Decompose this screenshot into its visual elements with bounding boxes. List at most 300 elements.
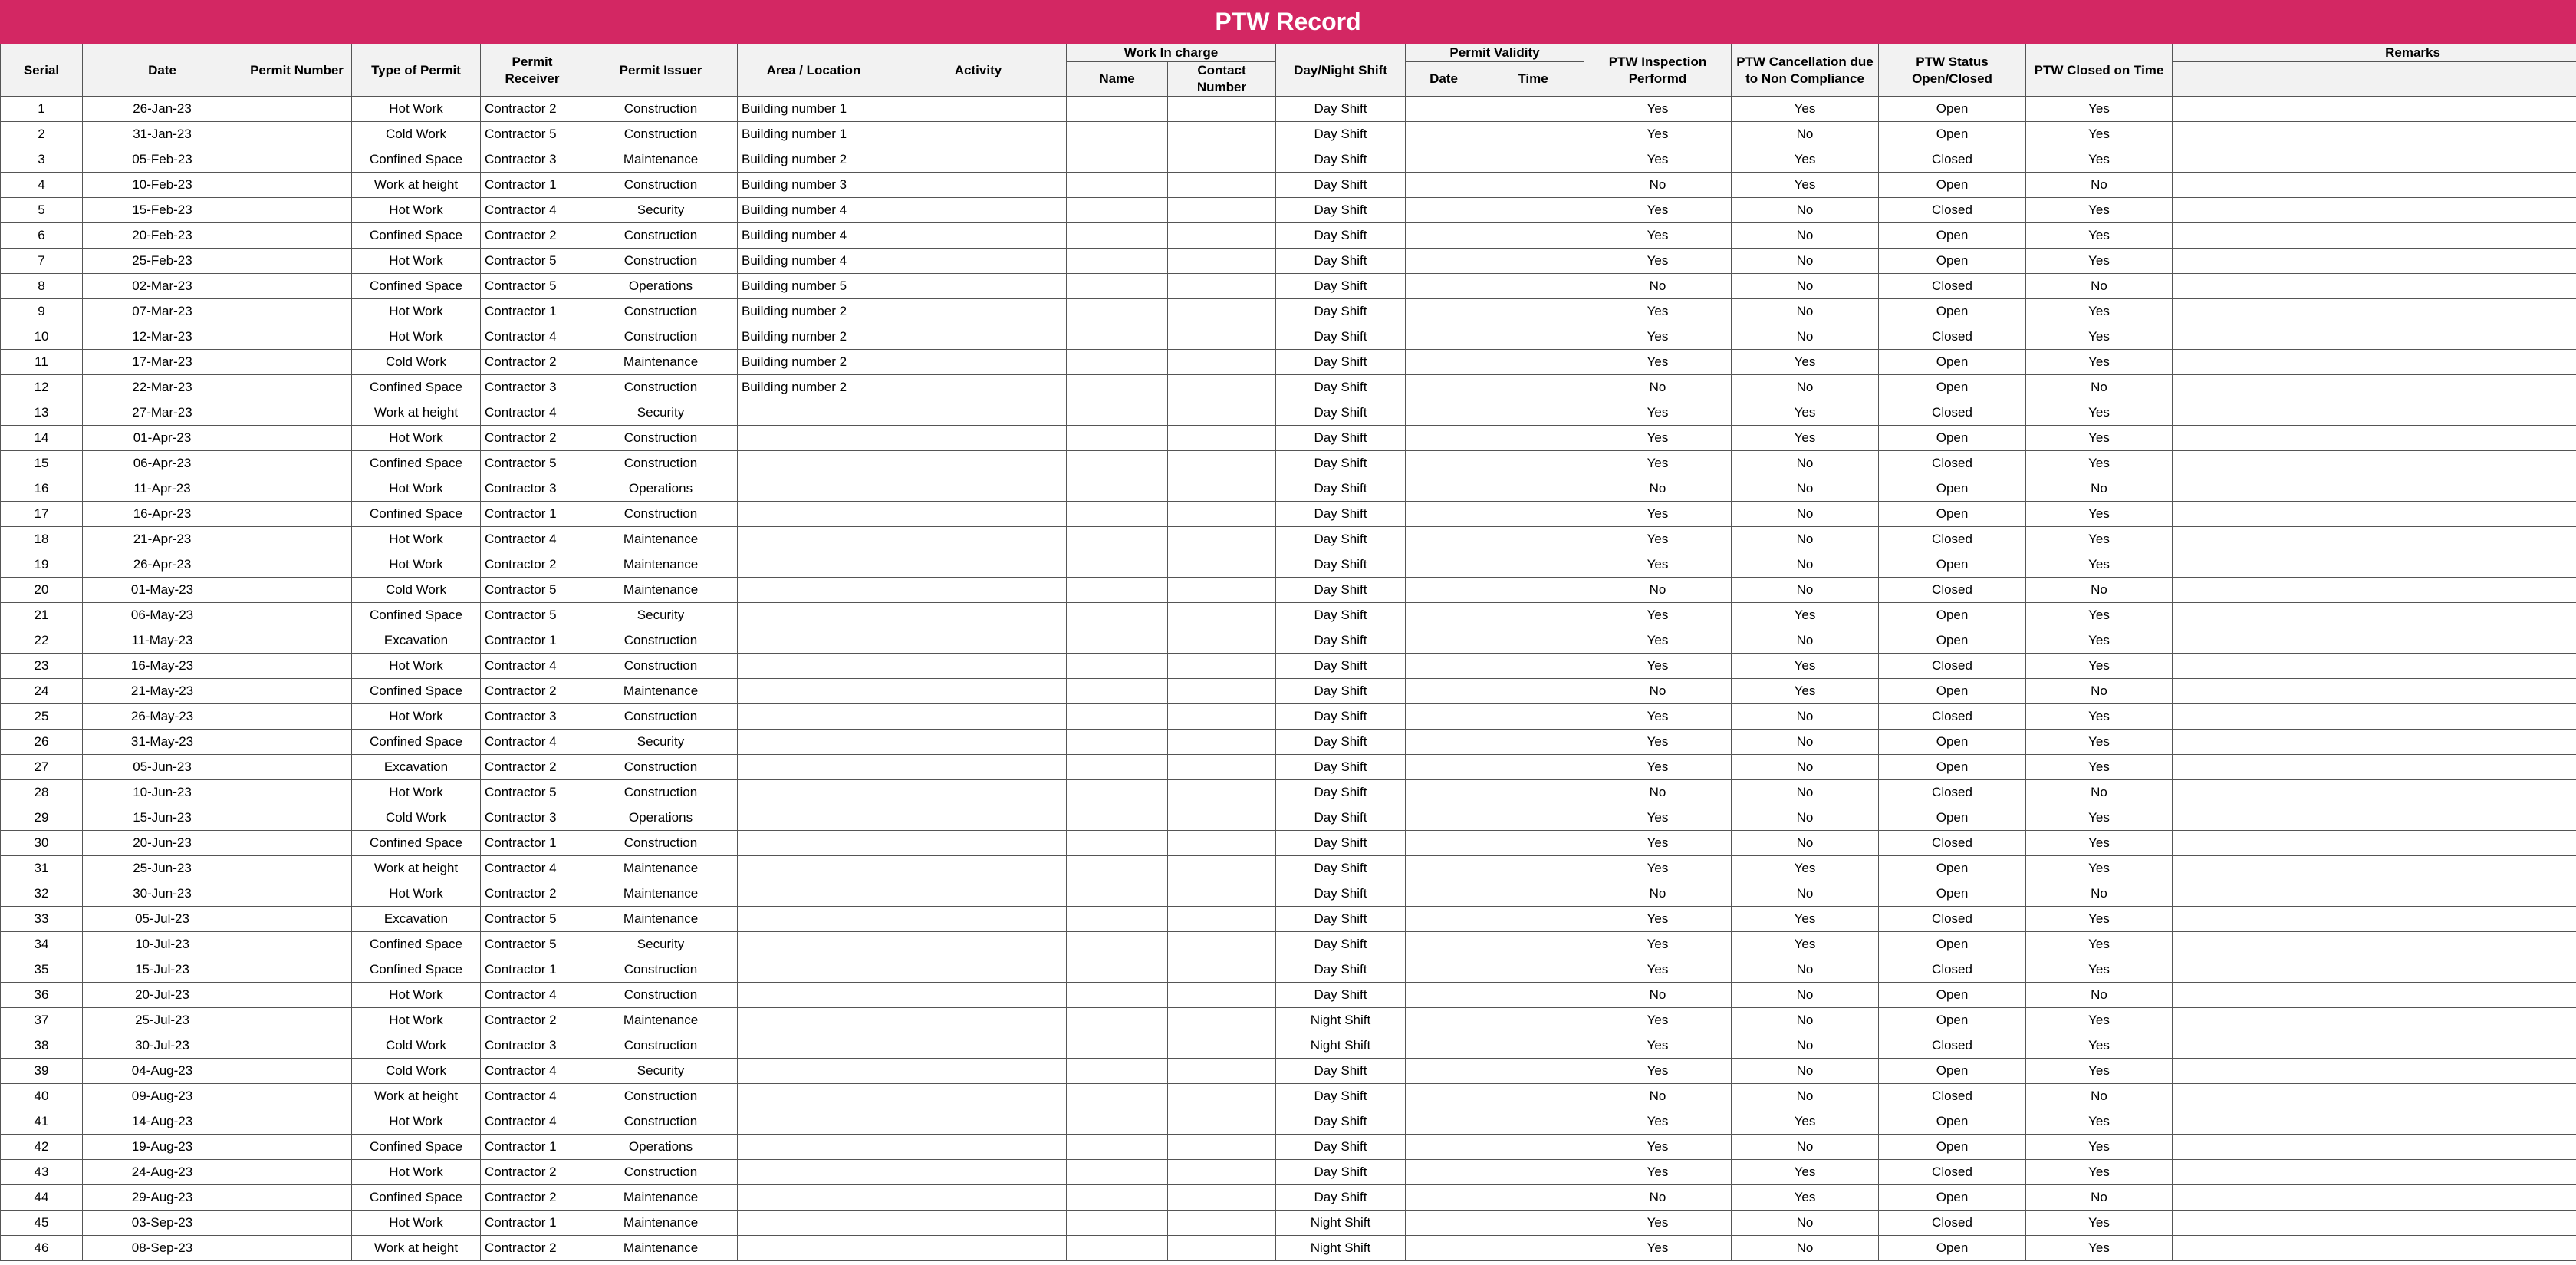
cell-wic-name[interactable]	[1067, 552, 1168, 578]
cell-ptw-cancellation[interactable]: Yes	[1732, 603, 1879, 628]
cell-ptw-cancellation[interactable]: No	[1732, 1008, 1879, 1033]
cell-day-night-shift[interactable]: Day Shift	[1276, 552, 1406, 578]
cell-remarks[interactable]	[2173, 274, 2576, 299]
cell-permit-number[interactable]	[242, 198, 352, 223]
cell-area-location[interactable]	[738, 1084, 890, 1109]
cell-ptw-closed-on-time[interactable]: No	[2026, 578, 2173, 603]
cell-pv-date[interactable]	[1406, 578, 1482, 603]
cell-date[interactable]: 10-Feb-23	[83, 173, 242, 198]
cell-ptw-status[interactable]: Open	[1879, 730, 2026, 755]
cell-date[interactable]: 31-May-23	[83, 730, 242, 755]
cell-type-of-permit[interactable]: Confined Space	[352, 603, 481, 628]
cell-date[interactable]: 11-Apr-23	[83, 476, 242, 502]
cell-remarks[interactable]	[2173, 1084, 2576, 1109]
cell-activity[interactable]	[890, 400, 1067, 426]
cell-wic-contact[interactable]	[1168, 299, 1276, 324]
cell-ptw-closed-on-time[interactable]: Yes	[2026, 856, 2173, 881]
cell-type-of-permit[interactable]: Work at height	[352, 400, 481, 426]
cell-day-night-shift[interactable]: Day Shift	[1276, 249, 1406, 274]
cell-pv-date[interactable]	[1406, 552, 1482, 578]
cell-ptw-closed-on-time[interactable]: Yes	[2026, 527, 2173, 552]
cell-activity[interactable]	[890, 173, 1067, 198]
cell-activity[interactable]	[890, 426, 1067, 451]
cell-ptw-inspection[interactable]: Yes	[1584, 552, 1732, 578]
cell-ptw-closed-on-time[interactable]: Yes	[2026, 223, 2173, 249]
cell-ptw-closed-on-time[interactable]: Yes	[2026, 426, 2173, 451]
col-header-permit-issuer[interactable]: Permit Issuer	[584, 44, 738, 97]
cell-day-night-shift[interactable]: Day Shift	[1276, 628, 1406, 654]
cell-ptw-cancellation[interactable]: No	[1732, 730, 1879, 755]
cell-permit-receiver[interactable]: Contractor 4	[481, 730, 584, 755]
cell-serial[interactable]: 28	[1, 780, 83, 805]
cell-ptw-status[interactable]: Closed	[1879, 1033, 2026, 1059]
cell-pv-time[interactable]	[1482, 122, 1584, 147]
cell-pv-time[interactable]	[1482, 198, 1584, 223]
cell-ptw-cancellation[interactable]: No	[1732, 755, 1879, 780]
cell-area-location[interactable]	[738, 907, 890, 932]
cell-permit-issuer[interactable]: Construction	[584, 324, 738, 350]
cell-ptw-closed-on-time[interactable]: Yes	[2026, 831, 2173, 856]
cell-wic-name[interactable]	[1067, 299, 1168, 324]
cell-wic-name[interactable]	[1067, 654, 1168, 679]
cell-permit-issuer[interactable]: Construction	[584, 426, 738, 451]
cell-remarks[interactable]	[2173, 173, 2576, 198]
cell-permit-receiver[interactable]: Contractor 1	[481, 1211, 584, 1236]
cell-ptw-closed-on-time[interactable]: Yes	[2026, 755, 2173, 780]
cell-permit-issuer[interactable]: Maintenance	[584, 350, 738, 375]
cell-type-of-permit[interactable]: Confined Space	[352, 957, 481, 983]
cell-activity[interactable]	[890, 1084, 1067, 1109]
cell-permit-issuer[interactable]: Construction	[584, 122, 738, 147]
cell-ptw-cancellation[interactable]: Yes	[1732, 173, 1879, 198]
cell-date[interactable]: 16-May-23	[83, 654, 242, 679]
cell-wic-name[interactable]	[1067, 704, 1168, 730]
cell-day-night-shift[interactable]: Day Shift	[1276, 755, 1406, 780]
cell-ptw-status[interactable]: Closed	[1879, 654, 2026, 679]
cell-day-night-shift[interactable]: Day Shift	[1276, 603, 1406, 628]
cell-activity[interactable]	[890, 324, 1067, 350]
cell-type-of-permit[interactable]: Hot Work	[352, 426, 481, 451]
cell-permit-receiver[interactable]: Contractor 2	[481, 1236, 584, 1261]
cell-area-location[interactable]	[738, 400, 890, 426]
cell-pv-time[interactable]	[1482, 654, 1584, 679]
cell-serial[interactable]: 33	[1, 907, 83, 932]
cell-wic-name[interactable]	[1067, 173, 1168, 198]
cell-permit-issuer[interactable]: Construction	[584, 1084, 738, 1109]
cell-pv-date[interactable]	[1406, 147, 1482, 173]
cell-ptw-closed-on-time[interactable]: Yes	[2026, 147, 2173, 173]
cell-pv-date[interactable]	[1406, 1084, 1482, 1109]
cell-ptw-cancellation[interactable]: No	[1732, 831, 1879, 856]
cell-serial[interactable]: 4	[1, 173, 83, 198]
cell-ptw-status[interactable]: Closed	[1879, 1084, 2026, 1109]
cell-type-of-permit[interactable]: Work at height	[352, 1084, 481, 1109]
cell-activity[interactable]	[890, 375, 1067, 400]
cell-day-night-shift[interactable]: Day Shift	[1276, 1084, 1406, 1109]
cell-date[interactable]: 25-Jun-23	[83, 856, 242, 881]
cell-permit-issuer[interactable]: Maintenance	[584, 1008, 738, 1033]
cell-pv-time[interactable]	[1482, 1135, 1584, 1160]
cell-ptw-cancellation[interactable]: No	[1732, 805, 1879, 831]
cell-permit-receiver[interactable]: Contractor 2	[481, 1185, 584, 1211]
cell-permit-issuer[interactable]: Maintenance	[584, 1211, 738, 1236]
cell-permit-number[interactable]	[242, 907, 352, 932]
cell-remarks[interactable]	[2173, 1059, 2576, 1084]
cell-day-night-shift[interactable]: Day Shift	[1276, 907, 1406, 932]
cell-pv-time[interactable]	[1482, 730, 1584, 755]
cell-activity[interactable]	[890, 881, 1067, 907]
cell-permit-number[interactable]	[242, 1211, 352, 1236]
cell-permit-receiver[interactable]: Contractor 5	[481, 274, 584, 299]
cell-permit-receiver[interactable]: Contractor 5	[481, 907, 584, 932]
cell-type-of-permit[interactable]: Confined Space	[352, 274, 481, 299]
cell-wic-contact[interactable]	[1168, 1185, 1276, 1211]
cell-type-of-permit[interactable]: Cold Work	[352, 1059, 481, 1084]
cell-permit-receiver[interactable]: Contractor 2	[481, 223, 584, 249]
col-header-ptw-closed-on-time[interactable]: PTW Closed on Time	[2026, 44, 2173, 97]
cell-remarks[interactable]	[2173, 1185, 2576, 1211]
cell-ptw-closed-on-time[interactable]: Yes	[2026, 1236, 2173, 1261]
cell-area-location[interactable]	[738, 957, 890, 983]
cell-activity[interactable]	[890, 502, 1067, 527]
cell-wic-contact[interactable]	[1168, 881, 1276, 907]
cell-serial[interactable]: 21	[1, 603, 83, 628]
cell-permit-receiver[interactable]: Contractor 1	[481, 299, 584, 324]
cell-day-night-shift[interactable]: Day Shift	[1276, 780, 1406, 805]
cell-pv-date[interactable]	[1406, 324, 1482, 350]
cell-ptw-cancellation[interactable]: No	[1732, 249, 1879, 274]
cell-ptw-status[interactable]: Open	[1879, 552, 2026, 578]
cell-permit-receiver[interactable]: Contractor 5	[481, 122, 584, 147]
cell-ptw-status[interactable]: Closed	[1879, 198, 2026, 223]
cell-pv-date[interactable]	[1406, 805, 1482, 831]
cell-pv-date[interactable]	[1406, 1236, 1482, 1261]
cell-remarks[interactable]	[2173, 755, 2576, 780]
cell-ptw-cancellation[interactable]: Yes	[1732, 654, 1879, 679]
cell-permit-receiver[interactable]: Contractor 2	[481, 97, 584, 122]
cell-date[interactable]: 12-Mar-23	[83, 324, 242, 350]
cell-type-of-permit[interactable]: Confined Space	[352, 502, 481, 527]
cell-ptw-status[interactable]: Closed	[1879, 704, 2026, 730]
cell-date[interactable]: 19-Aug-23	[83, 1135, 242, 1160]
cell-permit-issuer[interactable]: Construction	[584, 223, 738, 249]
cell-ptw-closed-on-time[interactable]: No	[2026, 881, 2173, 907]
cell-wic-contact[interactable]	[1168, 856, 1276, 881]
cell-ptw-inspection[interactable]: Yes	[1584, 299, 1732, 324]
cell-area-location[interactable]: Building number 2	[738, 147, 890, 173]
cell-date[interactable]: 27-Mar-23	[83, 400, 242, 426]
cell-day-night-shift[interactable]: Day Shift	[1276, 350, 1406, 375]
cell-permit-issuer[interactable]: Construction	[584, 704, 738, 730]
cell-ptw-status[interactable]: Closed	[1879, 400, 2026, 426]
cell-ptw-closed-on-time[interactable]: Yes	[2026, 198, 2173, 223]
cell-type-of-permit[interactable]: Hot Work	[352, 299, 481, 324]
cell-wic-name[interactable]	[1067, 957, 1168, 983]
cell-area-location[interactable]	[738, 831, 890, 856]
cell-permit-receiver[interactable]: Contractor 2	[481, 1160, 584, 1185]
cell-serial[interactable]: 18	[1, 527, 83, 552]
cell-ptw-closed-on-time[interactable]: Yes	[2026, 628, 2173, 654]
cell-ptw-inspection[interactable]: Yes	[1584, 1236, 1732, 1261]
cell-ptw-cancellation[interactable]: Yes	[1732, 1160, 1879, 1185]
cell-type-of-permit[interactable]: Hot Work	[352, 249, 481, 274]
cell-ptw-inspection[interactable]: Yes	[1584, 603, 1732, 628]
cell-wic-name[interactable]	[1067, 400, 1168, 426]
cell-permit-issuer[interactable]: Maintenance	[584, 907, 738, 932]
cell-ptw-closed-on-time[interactable]: No	[2026, 780, 2173, 805]
cell-remarks[interactable]	[2173, 1008, 2576, 1033]
cell-date[interactable]: 06-Apr-23	[83, 451, 242, 476]
cell-area-location[interactable]	[738, 1185, 890, 1211]
cell-pv-time[interactable]	[1482, 1059, 1584, 1084]
cell-area-location[interactable]	[738, 730, 890, 755]
cell-permit-number[interactable]	[242, 1185, 352, 1211]
cell-wic-contact[interactable]	[1168, 907, 1276, 932]
cell-ptw-inspection[interactable]: Yes	[1584, 1008, 1732, 1033]
cell-pv-date[interactable]	[1406, 856, 1482, 881]
cell-ptw-cancellation[interactable]: Yes	[1732, 679, 1879, 704]
cell-permit-receiver[interactable]: Contractor 4	[481, 1059, 584, 1084]
cell-wic-contact[interactable]	[1168, 578, 1276, 603]
cell-pv-date[interactable]	[1406, 932, 1482, 957]
cell-wic-name[interactable]	[1067, 1185, 1168, 1211]
cell-activity[interactable]	[890, 274, 1067, 299]
cell-area-location[interactable]	[738, 603, 890, 628]
cell-activity[interactable]	[890, 704, 1067, 730]
cell-ptw-closed-on-time[interactable]: No	[2026, 274, 2173, 299]
cell-ptw-cancellation[interactable]: No	[1732, 198, 1879, 223]
cell-type-of-permit[interactable]: Excavation	[352, 907, 481, 932]
col-header-area-location[interactable]: Area / Location	[738, 44, 890, 97]
cell-ptw-inspection[interactable]: Yes	[1584, 957, 1732, 983]
cell-remarks[interactable]	[2173, 324, 2576, 350]
cell-ptw-inspection[interactable]: Yes	[1584, 730, 1732, 755]
cell-wic-name[interactable]	[1067, 831, 1168, 856]
cell-type-of-permit[interactable]: Work at height	[352, 173, 481, 198]
cell-remarks[interactable]	[2173, 983, 2576, 1008]
cell-type-of-permit[interactable]: Confined Space	[352, 831, 481, 856]
cell-ptw-closed-on-time[interactable]: Yes	[2026, 1109, 2173, 1135]
cell-pv-time[interactable]	[1482, 350, 1584, 375]
cell-pv-time[interactable]	[1482, 1236, 1584, 1261]
cell-ptw-status[interactable]: Open	[1879, 426, 2026, 451]
cell-remarks[interactable]	[2173, 780, 2576, 805]
cell-wic-name[interactable]	[1067, 274, 1168, 299]
cell-pv-time[interactable]	[1482, 249, 1584, 274]
cell-serial[interactable]: 14	[1, 426, 83, 451]
cell-ptw-cancellation[interactable]: No	[1732, 324, 1879, 350]
cell-serial[interactable]: 32	[1, 881, 83, 907]
cell-wic-contact[interactable]	[1168, 755, 1276, 780]
cell-ptw-inspection[interactable]: Yes	[1584, 223, 1732, 249]
cell-permit-receiver[interactable]: Contractor 5	[481, 780, 584, 805]
cell-permit-receiver[interactable]: Contractor 4	[481, 400, 584, 426]
cell-serial[interactable]: 34	[1, 932, 83, 957]
cell-ptw-status[interactable]: Open	[1879, 1008, 2026, 1033]
cell-ptw-inspection[interactable]: Yes	[1584, 1033, 1732, 1059]
cell-remarks[interactable]	[2173, 502, 2576, 527]
cell-type-of-permit[interactable]: Hot Work	[352, 1109, 481, 1135]
cell-ptw-cancellation[interactable]: No	[1732, 1059, 1879, 1084]
cell-permit-number[interactable]	[242, 704, 352, 730]
cell-area-location[interactable]	[738, 476, 890, 502]
cell-day-night-shift[interactable]: Day Shift	[1276, 805, 1406, 831]
cell-ptw-inspection[interactable]: No	[1584, 578, 1732, 603]
col-header-permit-receiver[interactable]: Permit Receiver	[481, 44, 584, 97]
cell-ptw-status[interactable]: Closed	[1879, 324, 2026, 350]
cell-permit-issuer[interactable]: Operations	[584, 476, 738, 502]
cell-remarks[interactable]	[2173, 476, 2576, 502]
cell-pv-time[interactable]	[1482, 1160, 1584, 1185]
cell-type-of-permit[interactable]: Confined Space	[352, 932, 481, 957]
cell-date[interactable]: 01-Apr-23	[83, 426, 242, 451]
cell-type-of-permit[interactable]: Confined Space	[352, 679, 481, 704]
cell-pv-date[interactable]	[1406, 122, 1482, 147]
cell-pv-date[interactable]	[1406, 628, 1482, 654]
cell-activity[interactable]	[890, 97, 1067, 122]
cell-wic-name[interactable]	[1067, 1211, 1168, 1236]
cell-pv-time[interactable]	[1482, 223, 1584, 249]
cell-day-night-shift[interactable]: Day Shift	[1276, 122, 1406, 147]
cell-type-of-permit[interactable]: Cold Work	[352, 122, 481, 147]
cell-pv-date[interactable]	[1406, 679, 1482, 704]
cell-permit-number[interactable]	[242, 173, 352, 198]
cell-ptw-status[interactable]: Closed	[1879, 451, 2026, 476]
cell-pv-time[interactable]	[1482, 603, 1584, 628]
cell-remarks[interactable]	[2173, 223, 2576, 249]
cell-ptw-status[interactable]: Open	[1879, 1135, 2026, 1160]
cell-permit-number[interactable]	[242, 679, 352, 704]
cell-activity[interactable]	[890, 451, 1067, 476]
cell-activity[interactable]	[890, 1185, 1067, 1211]
cell-ptw-inspection[interactable]: Yes	[1584, 1211, 1732, 1236]
cell-ptw-inspection[interactable]: Yes	[1584, 831, 1732, 856]
cell-ptw-status[interactable]: Closed	[1879, 1160, 2026, 1185]
cell-remarks[interactable]	[2173, 856, 2576, 881]
cell-activity[interactable]	[890, 780, 1067, 805]
cell-permit-number[interactable]	[242, 831, 352, 856]
cell-ptw-status[interactable]: Open	[1879, 122, 2026, 147]
cell-serial[interactable]: 19	[1, 552, 83, 578]
cell-activity[interactable]	[890, 1059, 1067, 1084]
cell-wic-contact[interactable]	[1168, 603, 1276, 628]
cell-permit-number[interactable]	[242, 223, 352, 249]
cell-wic-contact[interactable]	[1168, 400, 1276, 426]
cell-ptw-status[interactable]: Closed	[1879, 957, 2026, 983]
cell-date[interactable]: 26-May-23	[83, 704, 242, 730]
cell-date[interactable]: 05-Jul-23	[83, 907, 242, 932]
cell-activity[interactable]	[890, 603, 1067, 628]
cell-ptw-status[interactable]: Closed	[1879, 147, 2026, 173]
cell-pv-time[interactable]	[1482, 628, 1584, 654]
cell-ptw-inspection[interactable]: Yes	[1584, 932, 1732, 957]
cell-day-night-shift[interactable]: Day Shift	[1276, 856, 1406, 881]
cell-activity[interactable]	[890, 122, 1067, 147]
cell-serial[interactable]: 30	[1, 831, 83, 856]
cell-day-night-shift[interactable]: Day Shift	[1276, 1160, 1406, 1185]
cell-day-night-shift[interactable]: Night Shift	[1276, 1211, 1406, 1236]
cell-ptw-inspection[interactable]: No	[1584, 1084, 1732, 1109]
cell-permit-issuer[interactable]: Operations	[584, 805, 738, 831]
cell-date[interactable]: 30-Jun-23	[83, 881, 242, 907]
cell-serial[interactable]: 42	[1, 1135, 83, 1160]
cell-wic-name[interactable]	[1067, 780, 1168, 805]
cell-wic-name[interactable]	[1067, 122, 1168, 147]
cell-activity[interactable]	[890, 907, 1067, 932]
cell-activity[interactable]	[890, 856, 1067, 881]
cell-permit-receiver[interactable]: Contractor 5	[481, 932, 584, 957]
cell-day-night-shift[interactable]: Night Shift	[1276, 1033, 1406, 1059]
cell-area-location[interactable]	[738, 755, 890, 780]
col-header-type-of-permit[interactable]: Type of Permit	[352, 44, 481, 97]
cell-permit-number[interactable]	[242, 932, 352, 957]
cell-permit-number[interactable]	[242, 400, 352, 426]
cell-wic-name[interactable]	[1067, 97, 1168, 122]
cell-ptw-inspection[interactable]: Yes	[1584, 426, 1732, 451]
cell-serial[interactable]: 9	[1, 299, 83, 324]
cell-day-night-shift[interactable]: Night Shift	[1276, 1008, 1406, 1033]
cell-wic-contact[interactable]	[1168, 1084, 1276, 1109]
cell-wic-name[interactable]	[1067, 223, 1168, 249]
cell-permit-number[interactable]	[242, 476, 352, 502]
cell-wic-name[interactable]	[1067, 476, 1168, 502]
cell-day-night-shift[interactable]: Day Shift	[1276, 654, 1406, 679]
cell-type-of-permit[interactable]: Hot Work	[352, 704, 481, 730]
cell-ptw-cancellation[interactable]: No	[1732, 704, 1879, 730]
col-header-remarks-sub[interactable]	[2173, 62, 2576, 97]
cell-ptw-status[interactable]: Open	[1879, 1185, 2026, 1211]
cell-day-night-shift[interactable]: Day Shift	[1276, 274, 1406, 299]
cell-area-location[interactable]: Building number 1	[738, 122, 890, 147]
cell-ptw-status[interactable]: Closed	[1879, 780, 2026, 805]
cell-wic-contact[interactable]	[1168, 147, 1276, 173]
cell-permit-number[interactable]	[242, 654, 352, 679]
cell-permit-number[interactable]	[242, 730, 352, 755]
cell-date[interactable]: 11-May-23	[83, 628, 242, 654]
cell-pv-time[interactable]	[1482, 552, 1584, 578]
cell-ptw-closed-on-time[interactable]: Yes	[2026, 704, 2173, 730]
cell-serial[interactable]: 31	[1, 856, 83, 881]
cell-wic-contact[interactable]	[1168, 173, 1276, 198]
cell-wic-contact[interactable]	[1168, 1109, 1276, 1135]
cell-ptw-inspection[interactable]: No	[1584, 375, 1732, 400]
cell-ptw-inspection[interactable]: Yes	[1584, 704, 1732, 730]
col-header-serial[interactable]: Serial	[1, 44, 83, 97]
cell-ptw-closed-on-time[interactable]: Yes	[2026, 957, 2173, 983]
cell-pv-time[interactable]	[1482, 97, 1584, 122]
cell-serial[interactable]: 3	[1, 147, 83, 173]
cell-area-location[interactable]: Building number 4	[738, 223, 890, 249]
cell-wic-contact[interactable]	[1168, 628, 1276, 654]
cell-wic-name[interactable]	[1067, 628, 1168, 654]
cell-activity[interactable]	[890, 1211, 1067, 1236]
cell-permit-issuer[interactable]: Operations	[584, 1135, 738, 1160]
cell-day-night-shift[interactable]: Day Shift	[1276, 1109, 1406, 1135]
cell-serial[interactable]: 20	[1, 578, 83, 603]
cell-remarks[interactable]	[2173, 1160, 2576, 1185]
cell-permit-receiver[interactable]: Contractor 2	[481, 426, 584, 451]
cell-permit-receiver[interactable]: Contractor 4	[481, 654, 584, 679]
cell-date[interactable]: 29-Aug-23	[83, 1185, 242, 1211]
cell-permit-number[interactable]	[242, 122, 352, 147]
cell-type-of-permit[interactable]: Hot Work	[352, 1160, 481, 1185]
cell-ptw-cancellation[interactable]: No	[1732, 578, 1879, 603]
cell-pv-date[interactable]	[1406, 502, 1482, 527]
cell-remarks[interactable]	[2173, 350, 2576, 375]
cell-date[interactable]: 22-Mar-23	[83, 375, 242, 400]
cell-type-of-permit[interactable]: Excavation	[352, 628, 481, 654]
cell-remarks[interactable]	[2173, 375, 2576, 400]
